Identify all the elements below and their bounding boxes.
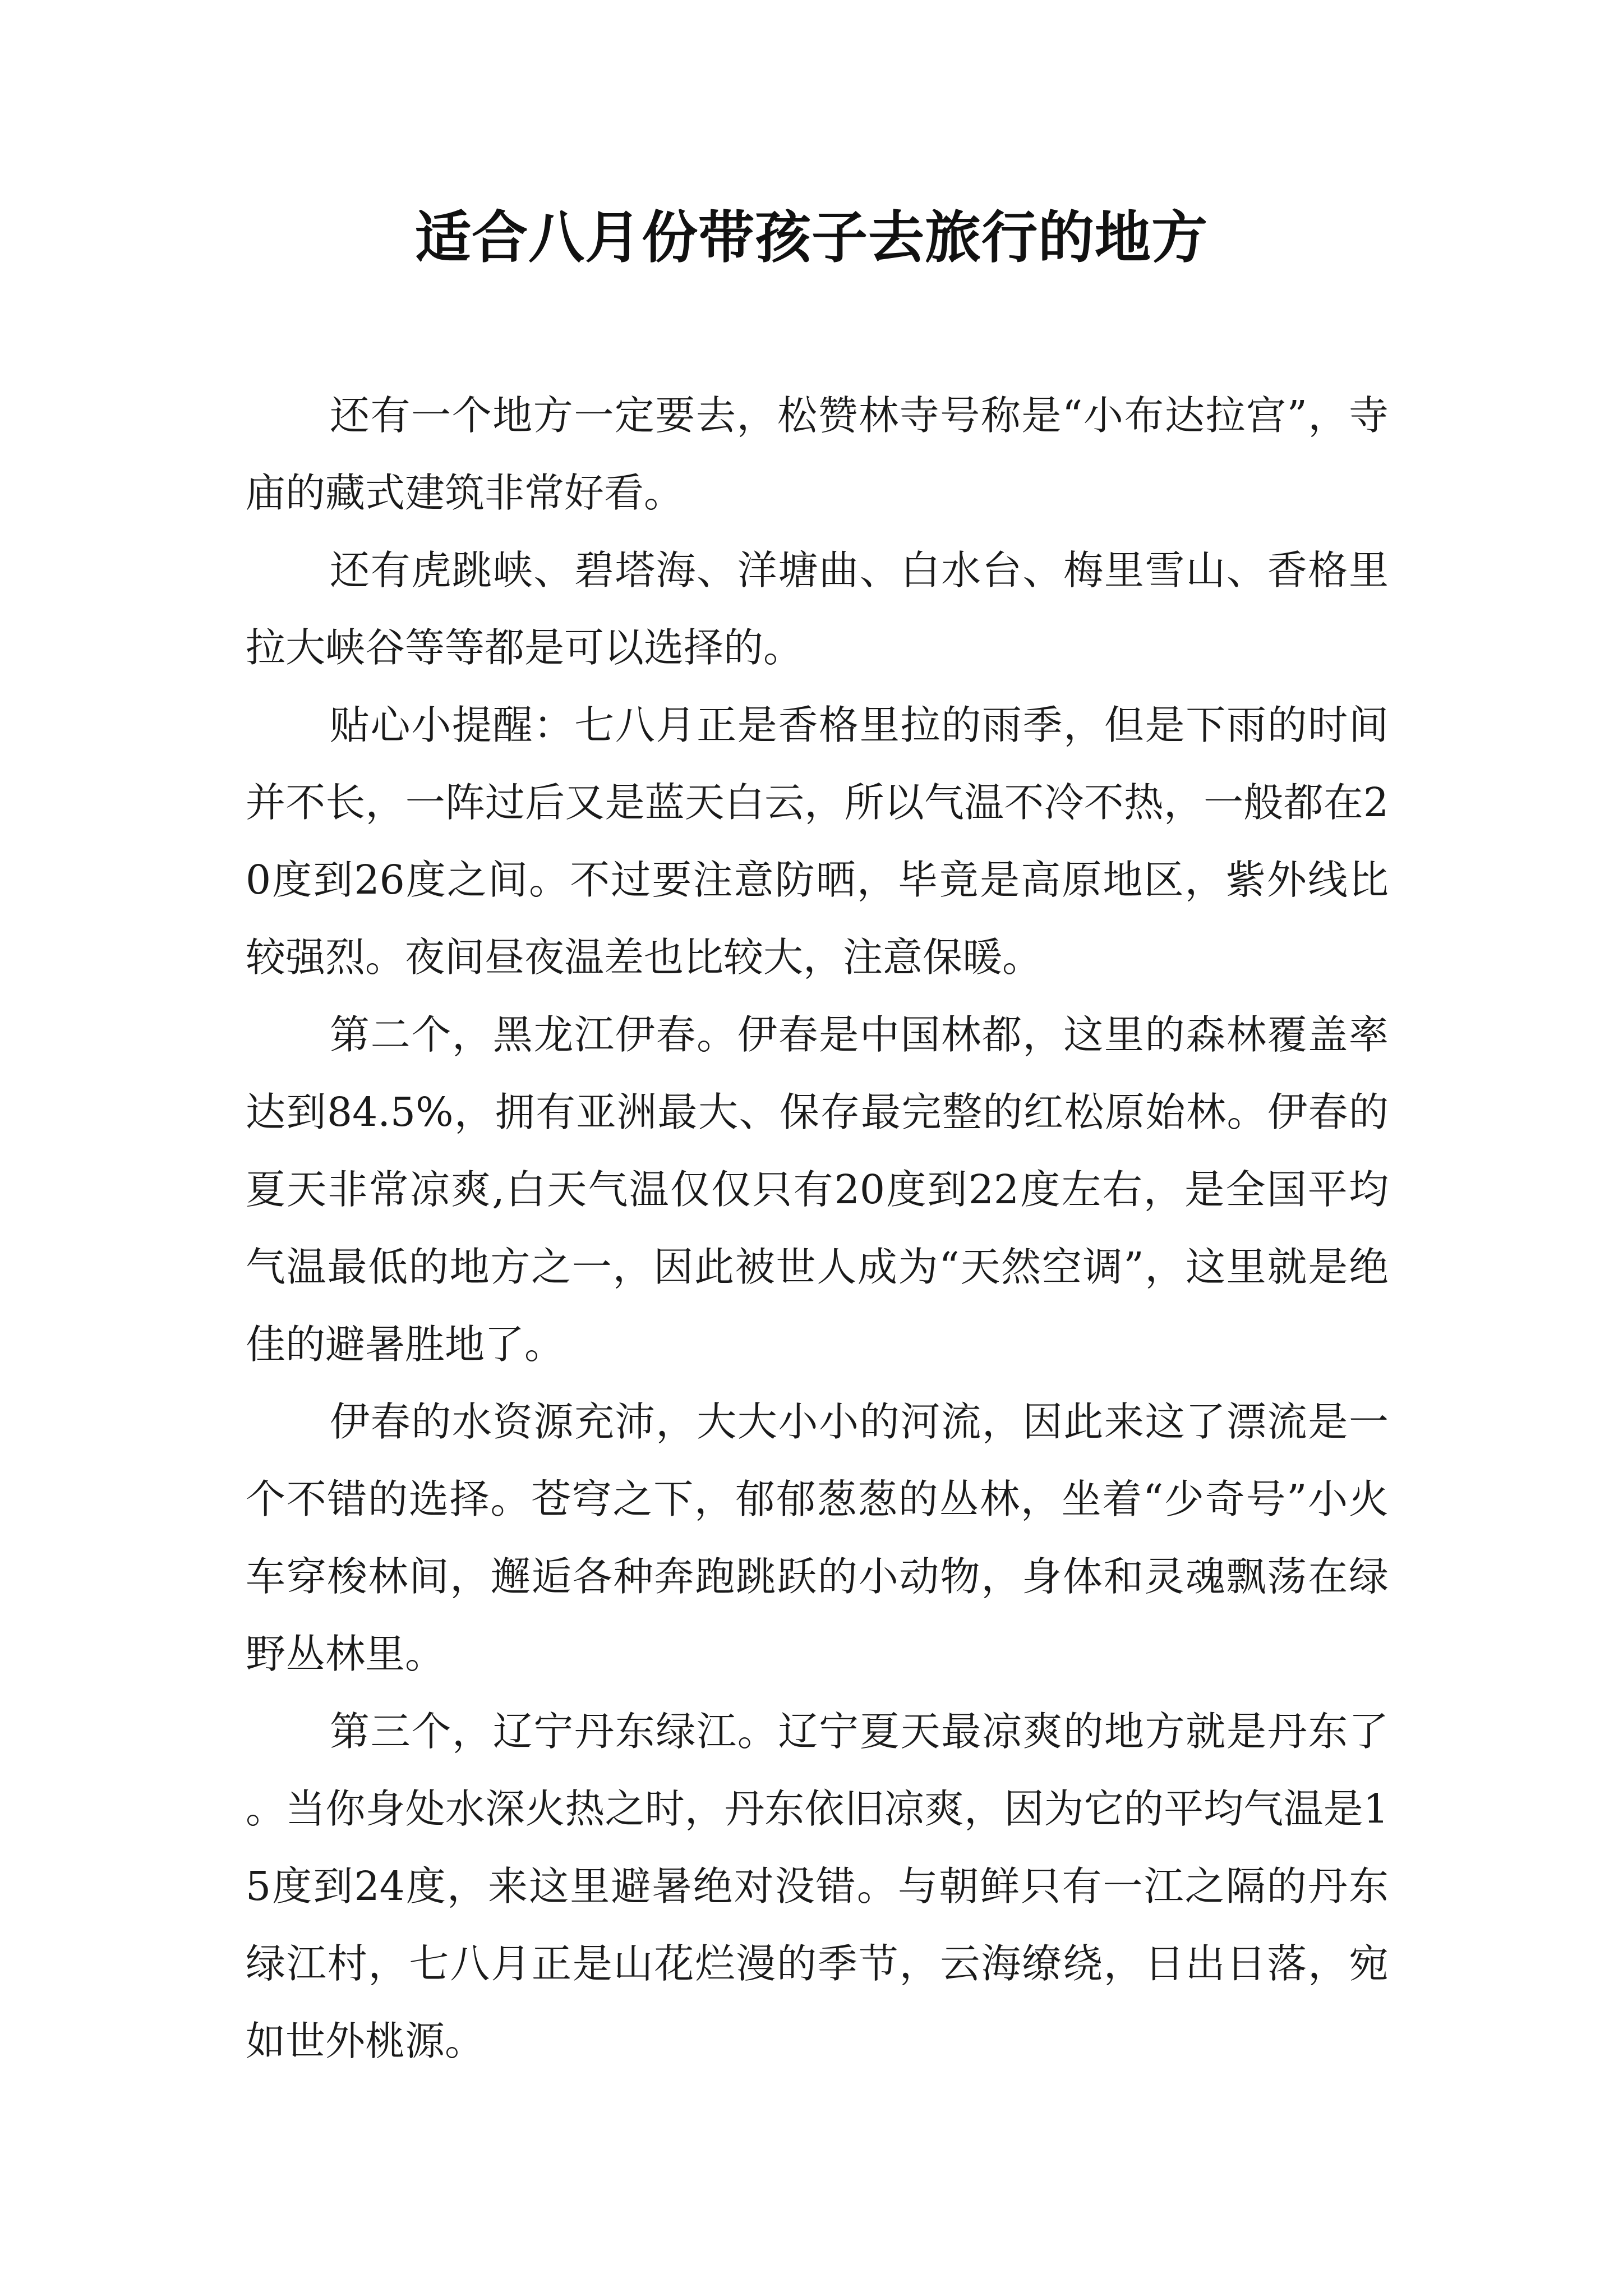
paragraph-yichun-rafting: 伊春的水资源充沛，大大小小的河流，因此来这了漂流是一个不错的选择。苍穹之下，郁郁葱葱的丛林，坐着“少奇号”小火车穿梭林间，邂逅各种奔跑跳跃的小动物，身体和灵魂飘荡在绿野丛林里。 [246,1398,1389,1677]
article-body [246,377,1389,2080]
paragraph-dandong: 第三个，辽宁丹东绿江。辽宁夏天最凉爽的地方就是丹东了。当你身处水深火热之时，丹东依旧凉爽，因为它的平均气温是15度到24度，来这里避暑绝对没错。与朝鲜只有一江之隔的丹东绿江村，七八月正是山花烂漫的季节，云海缭绕，日出日落，宛如世外桃源。 [246,1708,1389,2064]
paragraph-attractions: 还有虎跳峡、碧塔海、洋塘曲、白水台、梅里雪山、香格里拉大峡谷等等都是可以选择的。 [246,547,1389,671]
paragraph-reminder: 贴心小提醒：七八月正是香格里拉的雨季，但是下雨的时间并不长，一阵过后又是蓝天白云，所以气温不冷不热，一般都在20度到26度之间。不过要注意防晒，毕竟是高原地区，紫外线比较强烈。夜间昼夜温差也比较大，注意保暖。 [246,702,1389,981]
page-title: 适合八月份带孩子去旅行的地方 [415,204,1208,270]
paragraph-songzanlin: 还有一个地方一定要去，松赞林寺号称是“小布达拉宫”，寺庙的藏式建筑非常好看。 [246,392,1389,516]
paragraph-yichun: 第二个，黑龙江伊春。伊春是中国林都，这里的森林覆盖率达到84.5%，拥有亚洲最大、保存最完整的红松原始林。伊春的夏天非常凉爽,白天气温仅仅只有20度到22度左右，是全国平均气温最低的地方之一，因此被世人成为“天然空调”，这里就是绝佳的避暑胜地了。 [246,1011,1389,1368]
